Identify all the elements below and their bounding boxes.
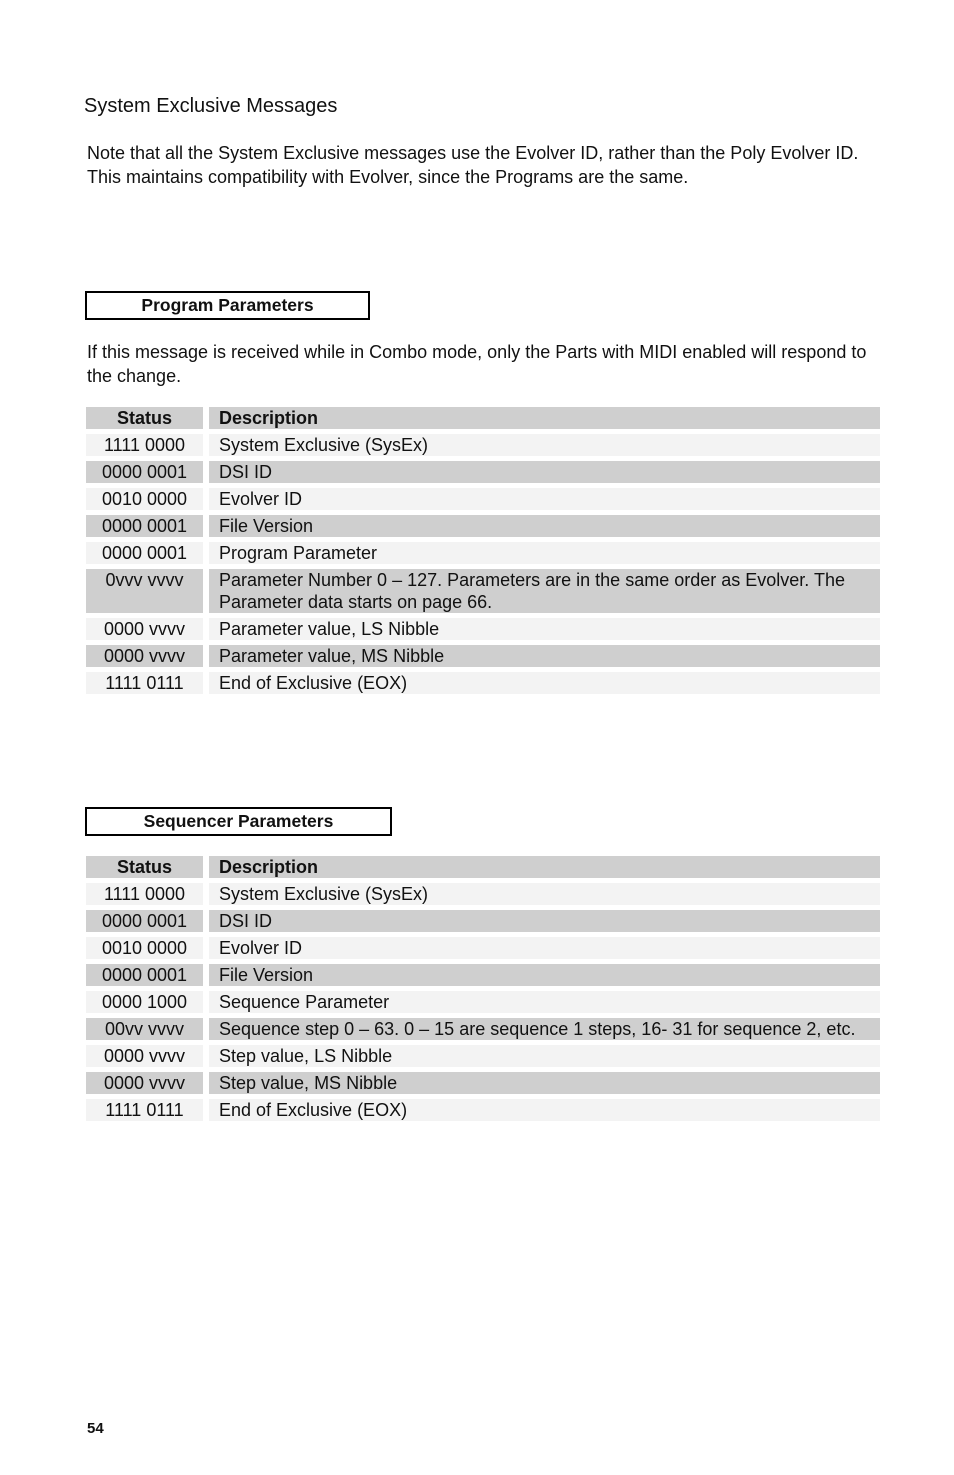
table-row (86, 910, 880, 932)
description-column-header: Description (209, 407, 880, 429)
status-cell: 1111 0111 (86, 1099, 203, 1121)
description-cell: End of Exclusive (EOX) (209, 672, 880, 694)
table-row (86, 645, 880, 667)
status-column-header: Status (86, 856, 203, 878)
status-cell: 0000 0001 (86, 515, 203, 537)
status-cell: 0000 vvvv (86, 1072, 203, 1094)
table-header-row (86, 856, 880, 878)
status-cell: 1111 0000 (86, 883, 203, 905)
description-cell: Sequence step 0 – 63. 0 – 15 are sequence 1 steps, 16- 31 for sequence 2, etc. (209, 1018, 880, 1040)
status-cell: 0000 vvvv (86, 1045, 203, 1067)
program-parameters-note: If this message is received while in Combo mode, only the Parts with MIDI enabled will respond to the change. (87, 342, 867, 386)
status-cell: 1111 0111 (86, 672, 203, 694)
description-cell: End of Exclusive (EOX) (209, 1099, 880, 1121)
table-row (86, 672, 880, 694)
table-row (86, 991, 880, 1013)
table-row (86, 488, 880, 510)
description-cell: Evolver ID (209, 937, 880, 959)
table-row (86, 883, 880, 905)
table-row (86, 618, 880, 640)
status-cell: 0000 0001 (86, 461, 203, 483)
program-parameters-table (86, 402, 880, 699)
table-row (86, 1072, 880, 1094)
table-row (86, 1018, 880, 1040)
description-cell: Sequence Parameter (209, 991, 880, 1013)
status-cell: 0010 0000 (86, 488, 203, 510)
page-number: 54 (87, 1420, 104, 1437)
description-cell: Program Parameter (209, 542, 880, 564)
status-cell: 0000 1000 (86, 991, 203, 1013)
table-row (86, 461, 880, 483)
program-parameters-title: Program Parameters (85, 291, 370, 320)
status-cell: 0010 0000 (86, 937, 203, 959)
sequencer-parameters-title: Sequencer Parameters (85, 807, 392, 836)
status-cell: 0vvv vvvv (86, 569, 203, 613)
description-cell: System Exclusive (SysEx) (209, 883, 880, 905)
status-cell: 00vv vvvv (86, 1018, 203, 1040)
table-row (86, 937, 880, 959)
status-cell: 0000 0001 (86, 542, 203, 564)
sequencer-parameters-table (86, 851, 880, 1126)
table-row (86, 1045, 880, 1067)
description-cell: Parameter Number 0 – 127. Parameters are in the same order as Evolver. The Parameter data starts on page 66. (209, 569, 880, 613)
description-cell: System Exclusive (SysEx) (209, 434, 880, 456)
table-row (86, 542, 880, 564)
description-cell: Step value, LS Nibble (209, 1045, 880, 1067)
table-header-row (86, 407, 880, 429)
status-cell: 0000 vvvv (86, 618, 203, 640)
status-cell: 0000 0001 (86, 910, 203, 932)
page-heading: System Exclusive Messages (84, 95, 338, 117)
table-row (86, 569, 880, 613)
description-cell: DSI ID (209, 910, 880, 932)
status-cell: 1111 0000 (86, 434, 203, 456)
status-cell: 0000 0001 (86, 964, 203, 986)
table-row (86, 1099, 880, 1121)
table-row (86, 515, 880, 537)
table-row (86, 434, 880, 456)
status-column-header: Status (86, 407, 203, 429)
intro-paragraph: Note that all the System Exclusive messages use the Evolver ID, rather than the Poly Evolver ID. This maintains compatibility with Evolver, since the Programs are the same. (87, 143, 859, 187)
description-cell: Evolver ID (209, 488, 880, 510)
description-column-header: Description (209, 856, 880, 878)
description-cell: Parameter value, LS Nibble (209, 618, 880, 640)
description-cell: Parameter value, MS Nibble (209, 645, 880, 667)
description-cell: File Version (209, 515, 880, 537)
table-row (86, 964, 880, 986)
description-cell: File Version (209, 964, 880, 986)
description-cell: DSI ID (209, 461, 880, 483)
status-cell: 0000 vvvv (86, 645, 203, 667)
description-cell: Step value, MS Nibble (209, 1072, 880, 1094)
